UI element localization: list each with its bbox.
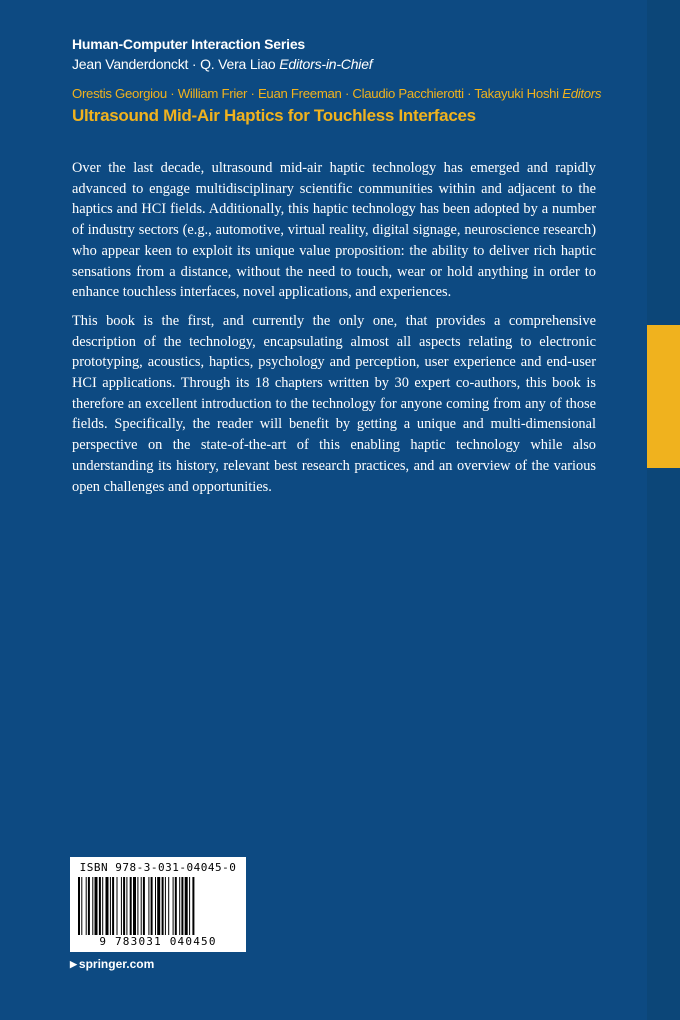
separator: · (250, 86, 255, 101)
barcode-bar (130, 877, 132, 935)
description-paragraph: Over the last decade, ultrasound mid-air haptic technology has emerged and rapidly advanced to engage multidisciplinary scientific communities within and adjacent to the haptics and HCI fields. Additionally, this haptic technology has been adopted by a number of industry sectors (e.g., automotive, virtual reality, digital signage, neuroscience research) who appear keen to exploit its unique value proposition: the ability to deliver rich haptic sensations from a distance, without the need to touch, wear or hold anything in order to enhance touchless interfaces, novel applications, and experiences. (72, 160, 596, 301)
barcode-bar (157, 877, 160, 935)
barcode-bar (173, 877, 174, 935)
barcode-bar (126, 877, 127, 935)
barcode-bar (151, 877, 153, 935)
series-title: Human-Computer Interaction Series (72, 36, 305, 52)
barcode-bar (112, 877, 114, 935)
spine-accent-bar (647, 325, 680, 468)
publisher-link[interactable] (70, 957, 154, 971)
barcode-bar (95, 877, 98, 935)
barcode-bar (102, 877, 103, 935)
barcode-bar (165, 877, 166, 935)
barcode-bar (192, 877, 194, 935)
publisher-url: springer.com (78, 957, 155, 971)
chief-name: Jean Vanderdonckt (72, 56, 189, 72)
editors-in-chief (72, 56, 373, 72)
barcode-bar (121, 877, 122, 935)
barcode-icon (78, 877, 238, 935)
barcode-bar (86, 877, 87, 935)
editor-name: William Frier (177, 86, 248, 101)
barcode-bar (185, 877, 188, 935)
isbn-barcode (70, 857, 246, 952)
barcode-bar (181, 877, 183, 935)
separator: · (170, 86, 175, 101)
separator: · (344, 86, 350, 101)
editor-name: Euan Freeman (257, 86, 342, 101)
description-paragraph: This book is the first, and currently the only one, that provides a comprehensive description of the technology, encapsulating almost all aspects relating to electronic prototyping, acoustics, haptics, psychology and perception, user experience and end-user HCI applications. Through its 18 chapters written by 30 expert co-authors, this book is therefore an excellent introduction to the technology for anyone coming from any of those fields. Specifically, the reader will benefit by getting a unique and multi-dimensional perspective on the state-of-the-art of this enabling haptic technology while also understanding its history, relevant best research practices, and an overview of the various open challenges and opportunities. (72, 312, 596, 495)
chief-role: Editors-in-Chief (279, 56, 373, 72)
chief-name: Q. Vera Liao (200, 56, 276, 72)
barcode-bar (141, 877, 142, 935)
barcode-bar (99, 877, 101, 935)
barcode-bar (137, 877, 138, 935)
barcode-bar (88, 877, 90, 935)
isbn-label: ISBN 978-3-031-04045-0 (79, 861, 237, 874)
barcode-bar (117, 877, 118, 935)
book-title: Ultrasound Mid-Air Haptics for Touchless Interfaces (72, 106, 476, 125)
barcode-bar (168, 877, 169, 935)
editor-name: Claudio Pacchierotti (352, 86, 464, 101)
volume-editors (72, 86, 601, 101)
editor-name: Takayuki Hoshi (474, 86, 559, 101)
barcode-bar (123, 877, 125, 935)
barcode-bar (133, 877, 136, 935)
barcode-bar (106, 877, 109, 935)
barcode-bar (78, 877, 80, 935)
barcode-bar (81, 877, 82, 935)
editor-name: Orestis Georgiou (72, 86, 167, 101)
barcode-bar (92, 877, 93, 935)
separator: · (467, 86, 472, 101)
barcode-bar (179, 877, 180, 935)
separator: · (191, 56, 197, 72)
barcode-bar (143, 877, 145, 935)
barcode-bar (155, 877, 156, 935)
description (72, 158, 596, 505)
barcode-bar (110, 877, 111, 935)
barcode-bar (162, 877, 164, 935)
barcode-bar (175, 877, 177, 935)
editors-role: Editors (562, 86, 602, 101)
spine-strip (647, 0, 680, 1020)
triangle-right-icon: ▶ (70, 959, 77, 969)
barcode-digits: 9 783031 040450 (99, 935, 217, 948)
barcode-bar (189, 877, 190, 935)
barcode-bar (148, 877, 149, 935)
